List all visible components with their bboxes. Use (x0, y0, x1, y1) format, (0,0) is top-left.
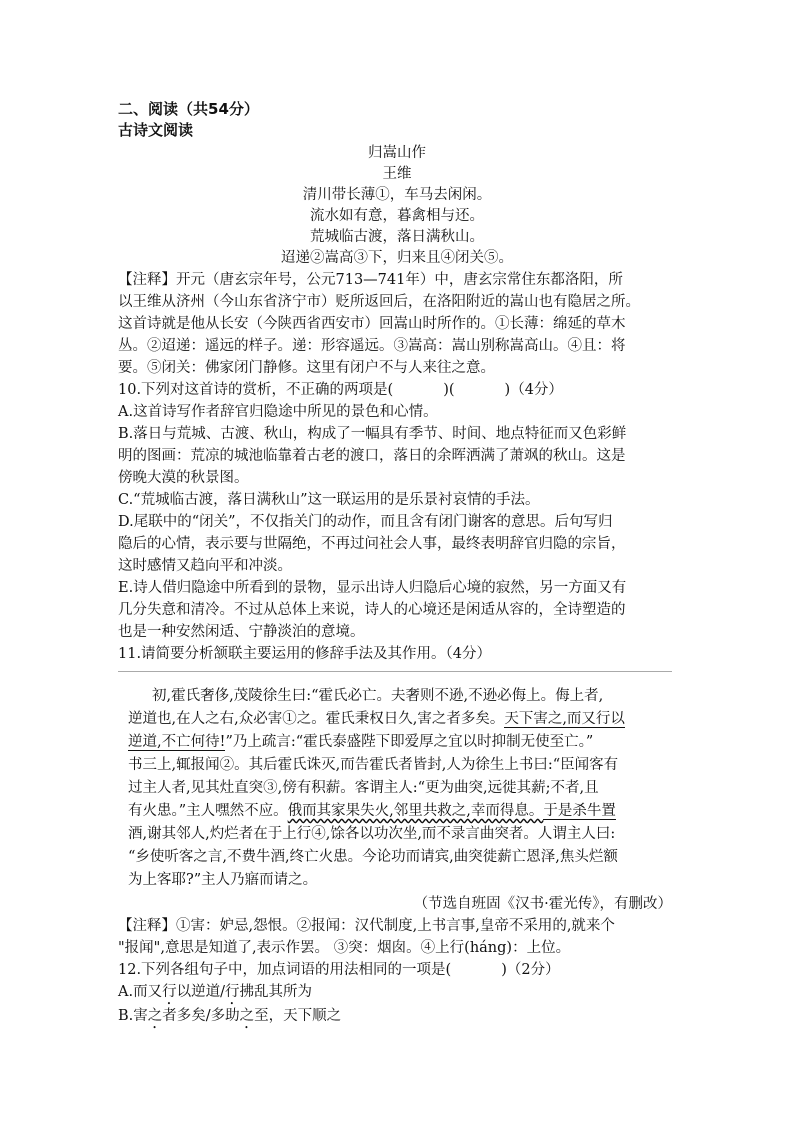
poem-line: 迢递②嵩高③下，归来且④闭关⑤。 (281, 250, 513, 266)
passage-source: （节选自班固《汉书·霍光传》，有删改） (413, 896, 672, 912)
option-text: 以逆道/ (176, 984, 225, 1000)
underlined-sentence: 逆道,不亡何待! (128, 734, 226, 750)
dotted-word: 行 (224, 984, 240, 1000)
passage-line (128, 707, 625, 728)
option-c: C.“荒城临古渡，落日满秋山”这一联运用的是乐景衬哀情的手法。 (118, 492, 540, 508)
section-subtitle: 古诗文阅读 (118, 121, 194, 139)
poem-line: 荒城临古渡，落日满秋山。 (310, 229, 484, 245)
poem-note-line: 以王维从济州（今山东省济宁市）贬所返回后，在洛阳附近的嵩山也有隐居之所。 (118, 294, 640, 310)
option-e: E.诗人借归隐途中所看到的景物，显示出诗人归隐后心境的寂然，另一方面又有 (118, 580, 627, 596)
underlined-sentence: 于是杀牛置 (543, 803, 616, 819)
passage-note-line: 【注释】①害：妒忌,怨恨。②报闻：汉代制度,上书言事,皇帝不采用的,就来个 (118, 918, 615, 934)
option-text: 拂乱其所为 (239, 984, 312, 1000)
poem-title: 归嵩山作 (368, 145, 426, 161)
poem-line: 流水如有意，暮禽相与还。 (310, 208, 484, 224)
passage-line: 初,霍氏奢侈,茂陵徐生曰:“霍氏必亡。夫奢则不逊,不逊必侮上。侮上者, (152, 688, 604, 704)
passage-line: 为上客耶?”主人乃寤而请之。 (128, 872, 318, 888)
option-d-cont: 隐后的心情，表示要与世隔绝，不再过问社会人事，最终表明辞官归隐的宗旨， (118, 536, 626, 552)
question-12-score: )（2分） (501, 962, 560, 978)
question-12-stem (118, 958, 560, 979)
option-e-cont: 几分失意和清冷。不过从总体上来说，诗人的心境还是闲适从容的，全诗塑造的 (118, 602, 626, 618)
passage-text: 有火患。”主人嘿然不应。 (128, 803, 288, 819)
option-d: D.尾联中的“闭关”，不仅指关门的动作，而且含有闭门谢客的意思。后句写归 (118, 514, 613, 530)
poem-line: 清川带长薄①，车马去闲闲。 (302, 187, 492, 203)
section-title: 二、阅读（共54分） (118, 100, 259, 118)
poem-note-line: 要。⑤闭关：佛家闭门静修。这里有闭户不与人来往之意。 (118, 360, 495, 376)
underlined-sentence: 天下害之,而又行以 (504, 711, 625, 727)
option-text: 者多矣/多助 (162, 1008, 240, 1024)
poem-note-line: 丛。②迢递：遥远的样子。递：形容遥远。③嵩高：嵩山别称嵩高山。④且：将 (118, 338, 626, 354)
option-text: A.而又 (118, 984, 163, 1000)
question-12-text: 12.下列各组句子中，加点词语的用法相同的一项是( (118, 962, 452, 978)
poem-note-line: 这首诗就是他从长安（今陕西省西安市）回嵩山时所作的。①长薄：绵延的草木 (118, 316, 626, 332)
option-text: B.害 (118, 1008, 148, 1024)
question-10-stem (118, 378, 563, 399)
option-e-cont: 也是一种安然闲适、宁静淡泊的意境。 (118, 624, 365, 640)
passage-text: ”乃上疏言:“霍氏泰盛陛下即爱厚之宜以时抑制无使至亡。” (225, 734, 594, 750)
answer-line[interactable] (118, 671, 672, 672)
poem-note-line: 【注释】开元（唐玄宗年号，公元713—741年）中，唐玄宗常住东都洛阳，所 (118, 272, 623, 288)
option-b-cont: 傍晚大漠的秋景图。 (118, 470, 249, 486)
question-10-score: )（4分） (504, 382, 563, 398)
passage-line: “乡使听客之言,不费牛酒,终亡火患。今论功而请宾,曲突徙薪亡恩泽,焦头烂额 (128, 849, 618, 865)
option-a: A.这首诗写作者辞官归隐途中所见的景色和心情。 (118, 404, 438, 420)
question-10-text: 10.下列对这首诗的赏析，不正确的两项是( (118, 382, 394, 398)
passage-line: 书三上,辄报闻②。其后霍氏诛灭,而告霍氏者皆封,人为徐生上书曰:“臣闻客有 (128, 757, 619, 773)
passage-text: 逆道也,在人之右,众必害①之。霍氏秉权日久,害之者多矣。 (128, 711, 505, 727)
passage-line (128, 730, 593, 751)
option-text: 至，天下顺之 (254, 1008, 342, 1024)
passage-note-line: "报闻",意思是知道了,表示作罢。 ③突：烟囱。④上行(háng)：上位。 (118, 940, 571, 956)
dotted-word: 之 (147, 1008, 163, 1024)
passage-line: 酒,谢其邻人,灼烂者在于上行④,馀各以功次坐,而不录言曲突者。人谓主人曰: (128, 826, 616, 842)
question-10-mid: )( (443, 382, 455, 398)
option-b: B.落日与荒城、古渡、秋山，构成了一幅具有季节、时间、地点特征而又色彩鲜 (118, 426, 627, 442)
poem-author: 王维 (382, 166, 412, 182)
dotted-word: 之 (239, 1008, 255, 1024)
option-b-cont: 明的图画：荒凉的城池临靠着古老的渡口，落日的余晖洒满了萧飒的秋山。这是 (118, 448, 626, 464)
passage-line: 过主人者,见其灶直突③,傍有积薪。客谓主人:“更为曲突,远徙其薪;不者,且 (128, 780, 599, 796)
passage-line (128, 799, 616, 820)
wavy-underlined-sentence: 俄而其家果失火,邻里共救之,幸而得息。 (287, 803, 544, 819)
dotted-word: 行 (162, 984, 177, 1000)
question-11: 11.请简要分析颔联主要运用的修辞手法及其作用。（4分） (118, 646, 492, 662)
option-12-b (118, 1004, 341, 1032)
option-d-cont: 这时感情又趋向平和冲淡。 (118, 558, 292, 574)
